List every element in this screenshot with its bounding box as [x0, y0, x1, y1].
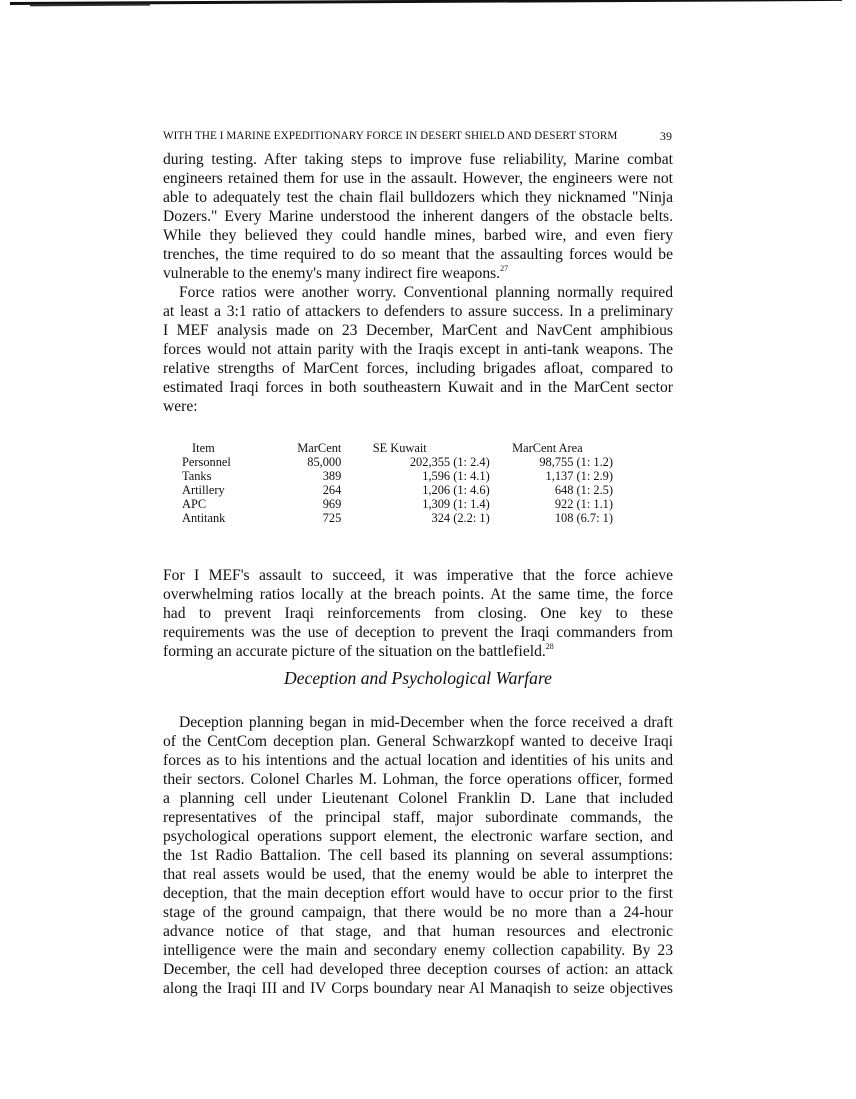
cell-marcent: 969	[322, 497, 342, 511]
cell-item: Personnel	[182, 455, 231, 469]
footnote-marker[interactable]: 27	[500, 264, 509, 273]
text-line: representatives of the principal staff, major subordinate commands, the	[163, 809, 673, 826]
text-line: December, the cell had developed three deception courses of action: an attack	[163, 961, 673, 978]
cell-item: Antitank	[182, 511, 226, 525]
text-line: Dozers." Every Marine understood the inherent dangers of the obstacle belts.	[163, 208, 673, 225]
cell-item: APC	[182, 497, 207, 511]
text-line: during testing. After taking steps to improve fuse reliability, Marine combat	[163, 151, 673, 168]
running-head-title: WITH THE I MARINE EXPEDITIONARY FORCE IN DESERT SHIELD AND DESERT STORM	[163, 130, 618, 142]
force-strength-table-wrap	[163, 441, 613, 525]
text-line: forces as to his intentions and the actual location and identities of his units and	[163, 752, 673, 769]
text-line: their sectors. Colonel Charles M. Lohman, the force operations officer, formed	[163, 771, 673, 788]
table-row	[163, 469, 613, 483]
text-line: forces would not attain parity with the Iraqis except in anti-tank weapons. The	[163, 341, 673, 358]
cell-marcent-area: 98,755 (1: 1.2)	[539, 455, 613, 469]
table-row	[163, 511, 613, 525]
cell-se-kuwait: 1,206 (1: 4.6)	[422, 483, 490, 497]
column-header-marcent-area: MarCent Area	[512, 441, 583, 455]
column-header-item: Item	[192, 441, 215, 455]
cell-se-kuwait: 1,309 (1: 1.4)	[422, 497, 490, 511]
text-line: were:	[163, 398, 198, 415]
text-line: at least a 3:1 ratio of attackers to defenders to assure success. In a preliminary	[163, 303, 673, 320]
text-line: the 1st Radio Battalion. The cell based its planning on several assumptions:	[163, 847, 673, 864]
page-body	[163, 128, 673, 416]
running-head	[163, 128, 673, 144]
text-line: psychological operations support element, the electronic warfare section, and	[163, 828, 673, 845]
section-heading: Deception and Psychological Warfare	[284, 668, 552, 688]
text-line: along the Iraqi III and IV Corps boundary near Al Manaqish to seize objectives	[163, 980, 673, 997]
text-line: that real assets would be used, that the enemy would be able to interpret the	[163, 866, 673, 883]
cell-marcent-area: 922 (1: 1.1)	[554, 497, 613, 511]
text-line: forming an accurate picture of the situation on the battlefield.	[163, 643, 546, 660]
table-row	[163, 483, 613, 497]
text-line: of the CentCom deception plan. General Schwarzkopf wanted to deceive Iraqi	[163, 733, 673, 750]
cell-se-kuwait: 1,596 (1: 4.1)	[422, 469, 490, 483]
text-line: Force ratios were another worry. Conventional planning normally required	[179, 284, 673, 301]
text-line: able to adequately test the chain flail bulldozers which they nicknamed "Ninja	[163, 189, 673, 206]
paragraph-3	[163, 566, 673, 661]
text-line: For I MEF's assault to succeed, it was imperative that the force achieve	[163, 567, 673, 584]
cell-marcent-area: 648 (1: 2.5)	[554, 483, 613, 497]
column-header-se-kuwait: SE Kuwait	[372, 441, 427, 455]
text-line: a planning cell under Lieutenant Colonel Franklin D. Lane that included	[163, 790, 673, 807]
text-line-with-footnote	[163, 642, 673, 661]
paragraph-2	[163, 283, 673, 416]
cell-marcent: 389	[322, 469, 342, 483]
text-line: stage of the ground campaign, that there would be no more than a 24-hour	[163, 904, 673, 921]
cell-marcent-area: 108 (6.7: 1)	[554, 511, 613, 525]
text-line: vulnerable to the enemy's many indirect fire weapons.	[163, 265, 501, 282]
text-line: overwhelming ratios locally at the breach points. At the same time, the force	[163, 586, 673, 603]
cell-marcent: 264	[322, 483, 342, 497]
cell-item: Artillery	[182, 483, 225, 497]
scan-artifact-line	[30, 4, 150, 7]
cell-item: Tanks	[182, 469, 212, 483]
footnote-marker[interactable]: 28	[545, 642, 554, 651]
text-line: estimated Iraqi forces in both southeastern Kuwait and in the MarCent sector	[163, 379, 673, 396]
text-line: While they believed they could handle mines, barbed wire, and even fiery	[163, 227, 673, 244]
page-number: 39	[659, 129, 672, 143]
text-line: had to prevent Iraqi reinforcements from closing. One key to these	[163, 605, 673, 622]
table-row	[163, 497, 613, 511]
table-row	[163, 455, 613, 469]
text-line: advance notice of that stage, and that human resources and electronic	[163, 923, 673, 940]
text-line: trenches, the time required to do so meant that the assaulting forces would be	[163, 246, 673, 263]
table-header-row	[163, 441, 613, 455]
text-line: Deception planning began in mid-December when the force received a draft	[179, 714, 673, 731]
paragraph-1	[163, 150, 673, 283]
cell-se-kuwait: 324 (2.2: 1)	[431, 511, 490, 525]
text-line: engineers retained them for use in the assault. However, the engineers were not	[163, 170, 673, 187]
text-line: I MEF analysis made on 23 December, MarCent and NavCent amphibious	[163, 322, 673, 339]
cell-marcent: 725	[322, 511, 342, 525]
cell-marcent-area: 1,137 (1: 2.9)	[545, 469, 613, 483]
paragraph-4	[163, 713, 673, 998]
text-line: relative strengths of MarCent forces, including brigades afloat, compared to	[163, 360, 673, 377]
text-line: deception, that the main deception effort would have to occur prior to the first	[163, 885, 673, 902]
text-line-with-footnote	[163, 264, 673, 283]
text-line: requirements was the use of deception to prevent the Iraqi commanders from	[163, 624, 673, 641]
text-line: intelligence were the main and secondary enemy collection capability. By 23	[163, 942, 673, 959]
cell-marcent: 85,000	[307, 455, 342, 469]
column-header-marcent: MarCent	[297, 441, 342, 455]
force-strength-table	[163, 441, 613, 525]
cell-se-kuwait: 202,355 (1: 2.4)	[409, 455, 490, 469]
